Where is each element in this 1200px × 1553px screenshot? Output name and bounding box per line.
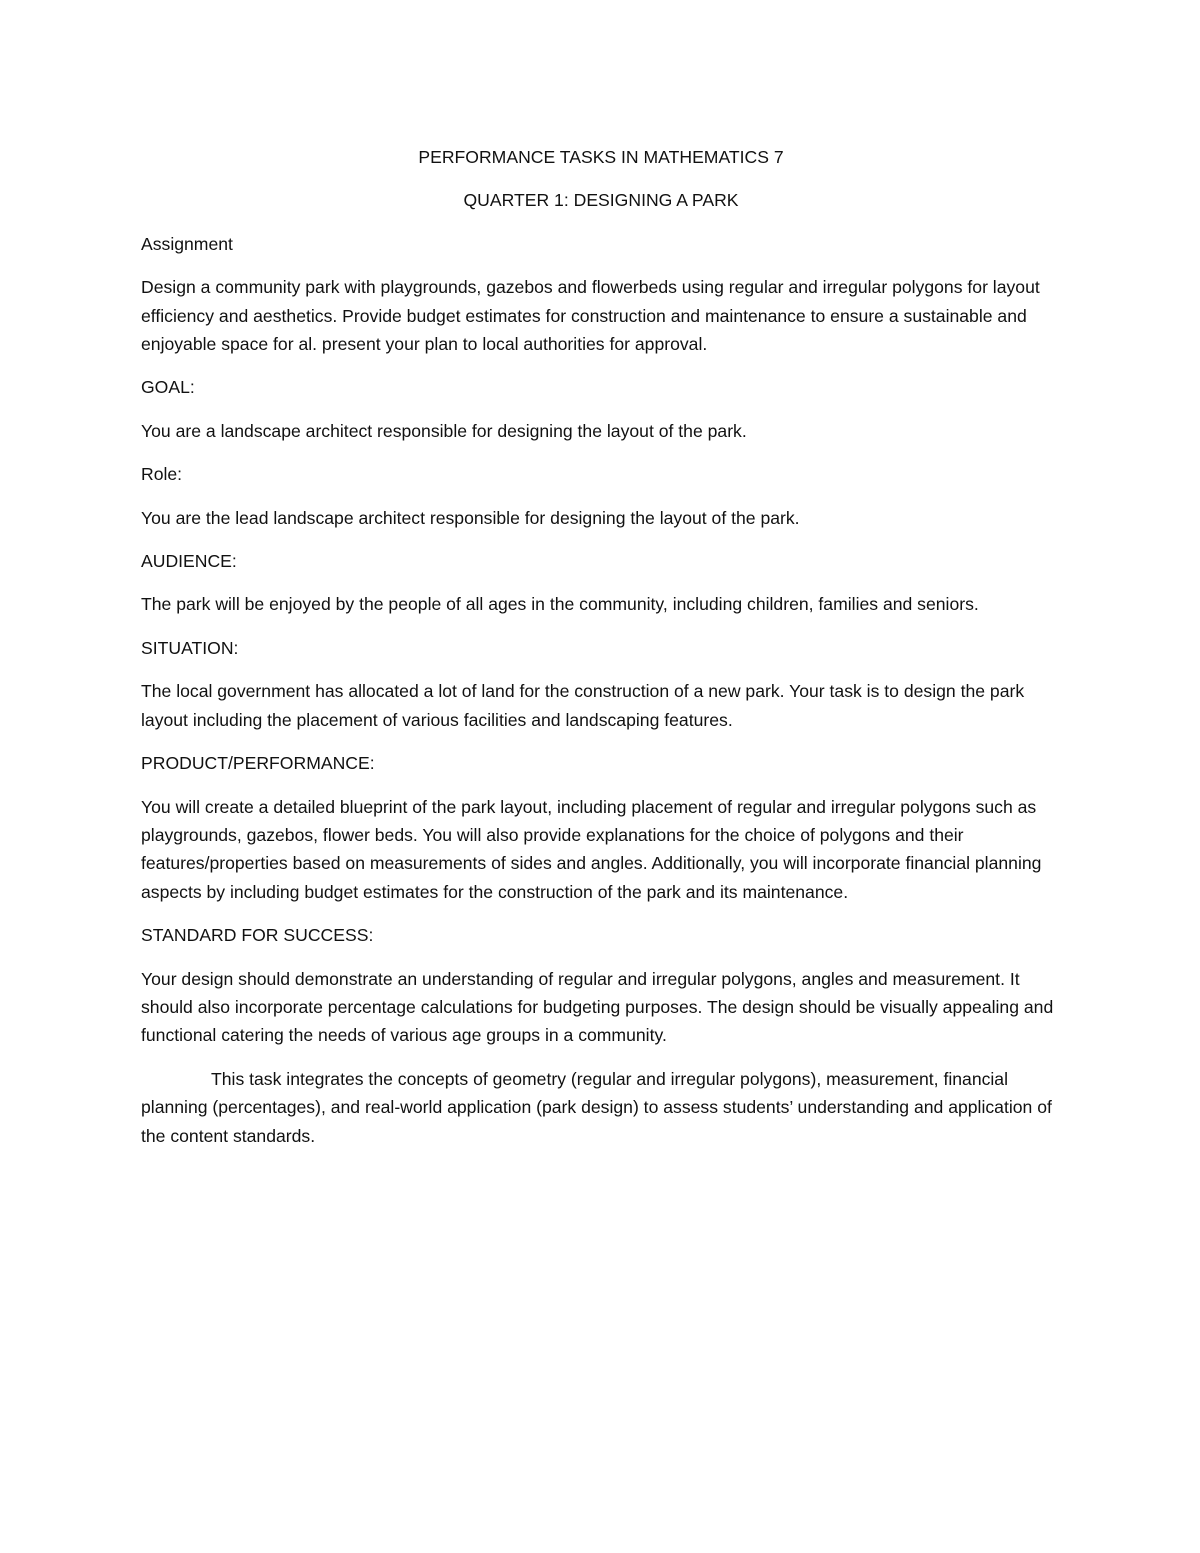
product-performance-text: You will create a detailed blueprint of the park layout, including placement of regular and irregular polygons such as playgrounds, gazebos, flower beds. You will also provide explanations for the choice of polygons and their features/properties based on measurements of sides and angles. Additionally, you will incorporate financial planning aspects by including budget estimates for the construction of the park and its maintenance. [141,796,1042,902]
goal-text: You are a landscape architect responsible for designing the layout of the park. [141,420,747,441]
document-title: PERFORMANCE TASKS IN MATHEMATICS 7 [418,147,784,167]
standard-for-success-heading: STANDARD FOR SUCCESS: [141,925,374,946]
product-performance-heading: PRODUCT/PERFORMANCE: [141,753,375,774]
closing-paragraph: This task integrates the concepts of geometry (regular and irregular polygons), measurement, financial planning (percentages), and real-world application (park design) to assess students’ understanding and application of the content standards. [141,1068,1052,1146]
document-subtitle: QUARTER 1: DESIGNING A PARK [463,190,739,211]
assignment-heading: Assignment [141,233,233,254]
document-body [141,143,1061,1165]
situation-text: The local government has allocated a lot of land for the construction of a new park. Your task is to design the park layout including the placement of various facilities and landscaping features. [141,681,1025,730]
goal-heading: GOAL: [141,377,195,398]
audience-text: The park will be enjoyed by the people of all ages in the community, including children, families and seniors. [141,594,979,615]
situation-heading: SITUATION: [141,637,239,658]
role-text: You are the lead landscape architect responsible for designing the layout of the park. [141,507,800,528]
audience-heading: AUDIENCE: [141,551,237,572]
assignment-text: Design a community park with playgrounds, gazebos and flowerbeds using regular and irregular polygons for layout efficiency and aesthetics. Provide budget estimates for construction and maintenance to ensure a sustainable and enjoyable space for al. present your plan to local authorities for approval. [141,277,1040,355]
role-heading: Role: [141,464,183,485]
standard-for-success-text: Your design should demonstrate an understanding of regular and irregular polygons, angles and measurement. It should also incorporate percentage calculations for budgeting purposes. The design should be visually appealing and functional catering the needs of various age groups in a community. [141,968,1054,1046]
